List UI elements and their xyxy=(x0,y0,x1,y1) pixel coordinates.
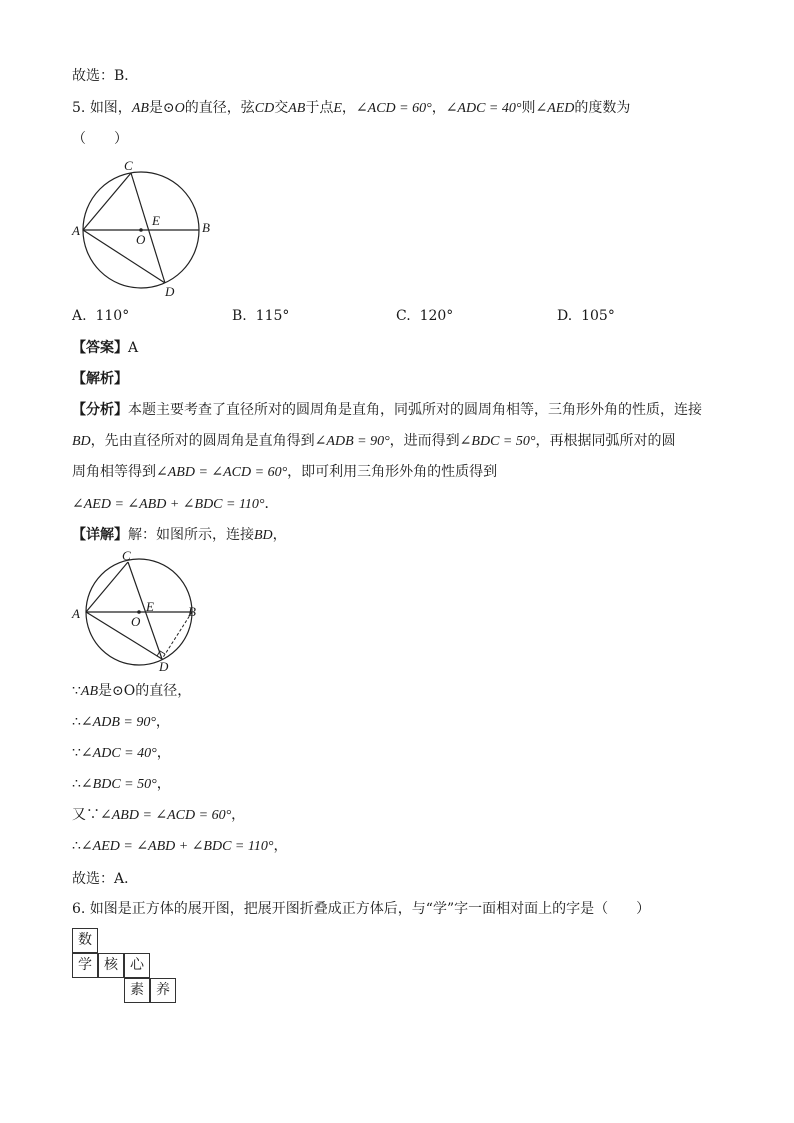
circle-symbol: ⊙ xyxy=(162,100,175,116)
step-pre: 又∵ xyxy=(72,807,100,823)
math: ∠AED = ∠ABD + ∠BDC = 110° xyxy=(72,497,265,512)
label-a: A xyxy=(72,606,80,621)
chord-ad xyxy=(83,230,165,283)
fenxi-line3 xyxy=(72,462,497,483)
math: ∠ABD = ∠ACD = 60° xyxy=(156,465,288,480)
analysis-tag xyxy=(72,369,128,389)
option-value: 115° xyxy=(255,308,290,324)
option-value: 110° xyxy=(95,308,130,324)
q5-paren: （ ） xyxy=(72,131,128,147)
step-pre: ∵ xyxy=(72,745,81,761)
step-post: ， xyxy=(155,714,170,730)
option-a[interactable] xyxy=(72,306,129,326)
q5-angle-adc: ∠ADC = 40° xyxy=(445,101,522,116)
fenxi-line2 xyxy=(72,431,675,452)
net-cell-he: 核 xyxy=(98,953,124,978)
q5-ab: AB xyxy=(288,101,306,116)
step-math: ∠AED = ∠ABD + ∠BDC = 110° xyxy=(80,839,274,854)
step-5 xyxy=(72,805,245,826)
label-c: C xyxy=(124,158,133,173)
net-cell-yang: 养 xyxy=(150,978,176,1003)
fenxi-text: ． xyxy=(264,496,279,512)
q5-e: E xyxy=(333,101,342,116)
q5-angle-aed: ∠AED xyxy=(535,101,575,116)
step-post: ， xyxy=(156,745,171,761)
label-e: E xyxy=(152,213,160,228)
fenxi-text: ，再根据同弧所对的圆 xyxy=(535,433,676,449)
q5-stem-line1 xyxy=(72,98,630,119)
detail-line xyxy=(72,525,287,546)
net-cell-xin: 心 xyxy=(124,953,150,978)
fenxi-text: ，即可利用三角形外角的性质得到 xyxy=(287,464,498,480)
q5-conclusion: 故选：A． xyxy=(72,871,139,887)
math: BD xyxy=(254,528,273,543)
step-math: ∠BDC = 50° xyxy=(80,777,157,792)
option-letter: C. xyxy=(396,308,411,324)
option-value: 120° xyxy=(419,308,454,324)
chord-cd xyxy=(128,562,162,659)
label-o: O xyxy=(136,232,146,247)
previous-answer: 故选：B． xyxy=(72,68,139,84)
analysis-tag-text: 【解析】 xyxy=(72,371,128,387)
step-4 xyxy=(72,774,171,795)
step-post: 是⊙O的直径， xyxy=(98,683,192,699)
detail-text: 解：如图所示，连接 xyxy=(128,527,254,543)
q5-stem-text: 如图， xyxy=(89,100,132,116)
q5-stem-text: 交 xyxy=(274,100,289,116)
q5-stem-text: 于点 xyxy=(305,100,334,116)
step-3 xyxy=(72,743,171,764)
fenxi-text: 本题主要考查了直径所对的圆周角是直角，同弧所对的圆周角相等，三角形外角的性质，连接 xyxy=(128,402,702,418)
step-math: ∠ADB = 90° xyxy=(80,715,156,730)
step-post: ， xyxy=(231,807,246,823)
option-c[interactable] xyxy=(396,306,453,326)
q5-stem-text: ， xyxy=(431,100,446,116)
step-pre: ∴ xyxy=(72,714,81,730)
answer-line xyxy=(72,338,138,358)
detail-text: ， xyxy=(272,527,287,543)
option-letter: B. xyxy=(232,308,247,324)
step-pre: ∵ xyxy=(72,683,81,699)
net-cell-xue: 学 xyxy=(72,953,98,978)
label-a: A xyxy=(72,223,80,238)
step-post: ， xyxy=(273,838,288,854)
option-value: 105° xyxy=(581,308,615,324)
label-d: D xyxy=(159,659,169,674)
answer-tag: 【答案】 xyxy=(72,340,128,356)
label-d: D xyxy=(165,284,175,298)
q6-stem: 6. 如图是正方体的展开图，把展开图折叠成正方体后，与“学”字一面相对面上的字是（ ） xyxy=(72,901,651,917)
fenxi-text: 周角相等得到 xyxy=(72,464,156,480)
option-b[interactable] xyxy=(232,306,289,326)
step-math: AB xyxy=(80,684,99,699)
label-o: O xyxy=(131,614,141,629)
step-1 xyxy=(72,681,191,702)
detail-tag: 【详解】 xyxy=(72,527,128,543)
q5-cd: CD xyxy=(254,101,275,116)
label-e: E xyxy=(146,599,154,614)
q5-number: 5. xyxy=(72,100,86,116)
fenxi-text: ，先由直径所对的圆周角是直角得到 xyxy=(90,433,315,449)
answer-value: A xyxy=(128,340,139,356)
q5-figure xyxy=(68,158,218,298)
net-cell-su: 素 xyxy=(124,978,150,1003)
step-6 xyxy=(72,836,287,857)
cube-net xyxy=(72,928,182,1008)
math: ∠ADB = 90° xyxy=(314,434,390,449)
option-d[interactable] xyxy=(557,306,615,326)
fenxi-tag: 【分析】 xyxy=(72,402,128,418)
q5-stem-text: 的直径，弦 xyxy=(184,100,255,116)
option-letter: D. xyxy=(557,308,573,324)
math: BD xyxy=(72,434,91,449)
step-math: ∠ADC = 40° xyxy=(80,746,157,761)
step-pre: ∴ xyxy=(72,838,81,854)
fenxi-line4 xyxy=(72,494,279,515)
fenxi-text: ，进而得到 xyxy=(389,433,460,449)
dashed-bd xyxy=(162,612,192,659)
label-b: B xyxy=(202,220,210,235)
q5-stem-text: 的度数为 xyxy=(574,100,631,116)
step-2 xyxy=(72,712,170,733)
net-cell-shu: 数 xyxy=(72,928,98,953)
step-post: ， xyxy=(156,776,171,792)
chord-ad xyxy=(86,612,162,659)
label-b: B xyxy=(188,604,196,619)
step-math: ∠ABD = ∠ACD = 60° xyxy=(100,808,232,823)
q5-o: O xyxy=(174,101,185,116)
fenxi-line1 xyxy=(72,400,702,420)
q5-stem-text: 则 xyxy=(521,100,536,116)
chord-cd xyxy=(131,173,165,283)
step-pre: ∴ xyxy=(72,776,81,792)
q5-stem-text: 是 xyxy=(148,100,163,116)
q5-solution-figure xyxy=(68,550,218,675)
q5-ab: AB xyxy=(131,101,149,116)
option-letter: A. xyxy=(72,308,87,324)
math: ∠BDC = 50° xyxy=(459,434,536,449)
q5-stem-text: ， xyxy=(341,100,356,116)
q5-angle-acd: ∠ACD = 60° xyxy=(355,101,432,116)
label-c: C xyxy=(122,550,131,563)
